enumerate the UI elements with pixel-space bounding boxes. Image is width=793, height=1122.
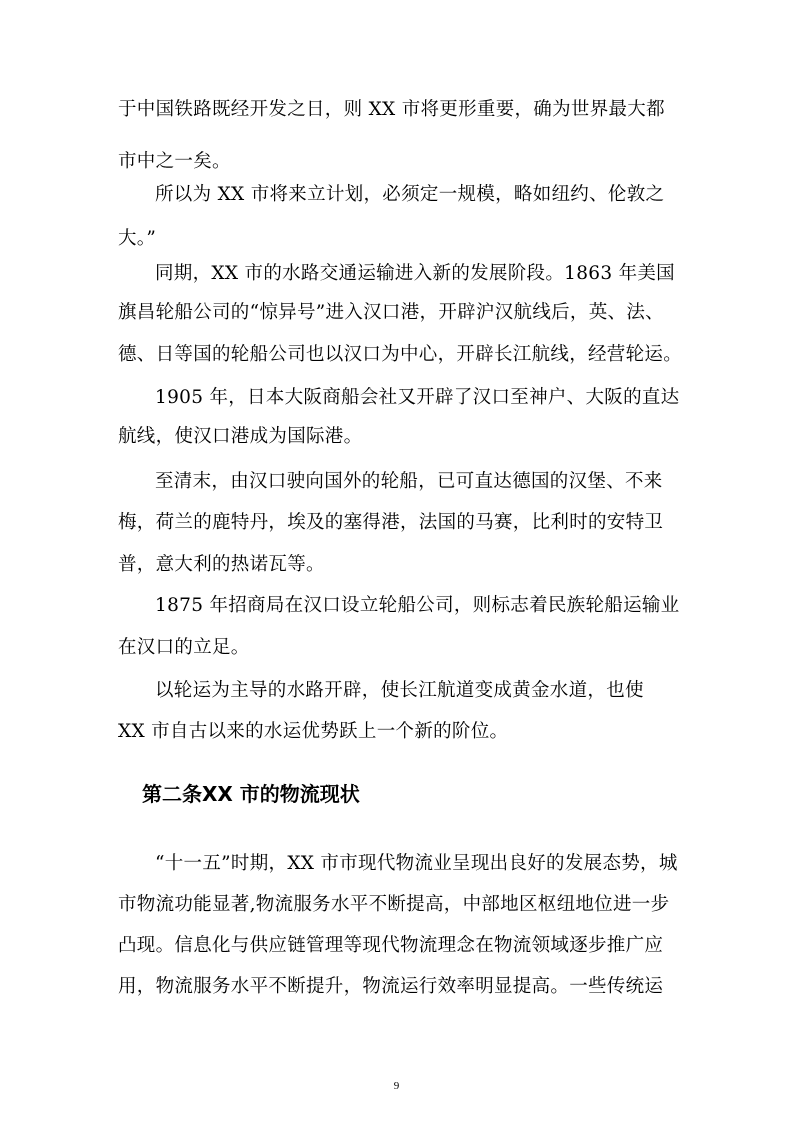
- paragraph-line: 同期，XX 市的水路交通运输进入新的发展阶段。1863 年美国: [155, 263, 675, 284]
- paragraph-line: 航线，使汉口港成为国际港。: [118, 426, 363, 447]
- paragraph-line: “十一五”时期，XX 市市现代物流业呈现出良好的发展态势，城: [155, 853, 678, 874]
- paragraph-line: 德、日等国的轮船公司也以汉口为中心，开辟长江航线，经营轮运。: [118, 344, 683, 365]
- paragraph-line: 于中国铁路既经开发之日，则 XX 市将更形重要，确为世界最大都: [118, 99, 665, 120]
- paragraph-line: 至清末，由汉口驶向国外的轮船，已可直达德国的汉堡、不来: [155, 471, 663, 492]
- paragraph-line: 大。”: [118, 228, 157, 249]
- paragraph-line: 1875 年招商局在汉口设立轮船公司，则标志着民族轮船运输业: [155, 595, 680, 616]
- paragraph-line: 普，意大利的热诺瓦等。: [118, 554, 325, 575]
- section-heading: 第二条XX 市的物流现状: [142, 782, 360, 806]
- page-number: 9: [393, 1080, 400, 1092]
- paragraph-line: 市物流功能显著,物流服务水平不断提高，中部地区枢纽地位进一步: [118, 894, 670, 915]
- paragraph-line: 梅，荷兰的鹿特丹，埃及的塞得港，法国的马赛，比利时的安特卫: [118, 512, 664, 533]
- paragraph-line: 1905 年，日本大阪商船会社又开辟了汉口至神户、大阪的直达: [155, 387, 680, 408]
- paragraph-line: 凸现。信息化与供应链管理等现代物流理念在物流领域逐步推广应: [118, 935, 664, 956]
- paragraph-line: 以轮运为主导的水路开辟，使长江航道变成黄金水道，也使: [155, 680, 644, 701]
- paragraph-line: XX 市自古以来的水运优势跃上一个新的阶位。: [118, 721, 509, 742]
- paragraph-line: 旗昌轮船公司的“惊异号”进入汉口港，开辟沪汉航线后，英、法、: [118, 302, 664, 323]
- paragraph-line: 在汉口的立足。: [118, 637, 250, 658]
- paragraph-line: 所以为 XX 市将来立计划，必须定一规模，略如纽约、伦敦之: [155, 184, 665, 205]
- paragraph-line: 用，物流服务水平不断提升，物流运行效率明显提高。一些传统运: [118, 976, 664, 997]
- paragraph-line: 市中之一矣。: [118, 151, 231, 172]
